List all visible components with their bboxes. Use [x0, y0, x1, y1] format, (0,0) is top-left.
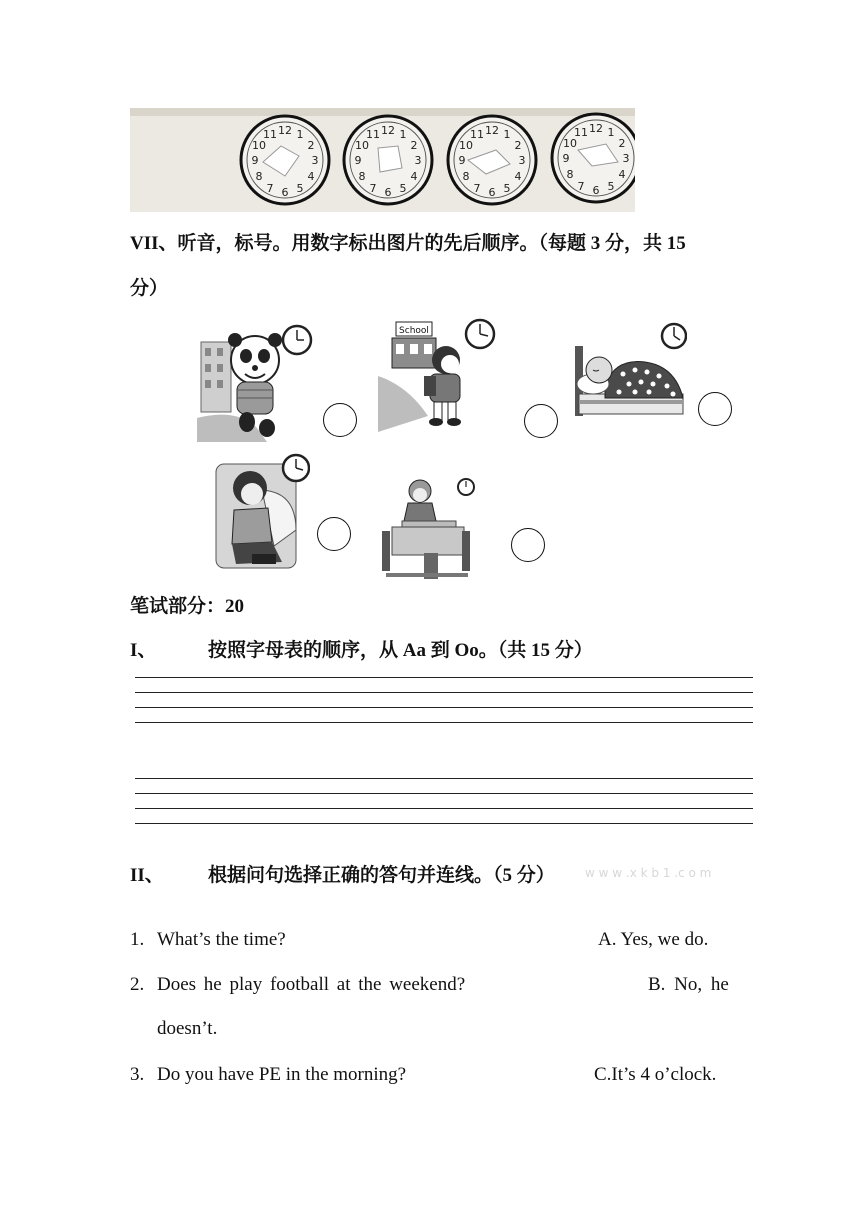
- writing-line: [135, 722, 753, 723]
- writing-line: [135, 778, 753, 779]
- svg-text:2: 2: [618, 137, 626, 150]
- answer-b[interactable]: B. No, he: [648, 974, 729, 995]
- svg-text:6: 6: [384, 186, 392, 199]
- svg-text:10: 10: [563, 137, 577, 150]
- svg-text:3: 3: [311, 154, 319, 167]
- svg-text:2: 2: [514, 139, 522, 152]
- answer-c[interactable]: C.It’s 4 o’clock.: [594, 1064, 717, 1085]
- question-3-text: Do you have PE in the morning?: [157, 1064, 407, 1085]
- svg-text:8: 8: [358, 170, 366, 183]
- svg-text:11: 11: [574, 126, 588, 139]
- svg-text:5: 5: [296, 182, 304, 195]
- svg-text:7: 7: [577, 180, 585, 193]
- svg-text:4: 4: [410, 170, 418, 183]
- svg-text:6: 6: [592, 184, 600, 197]
- svg-text:3: 3: [622, 152, 630, 165]
- answer-circle-1[interactable]: [323, 403, 357, 437]
- svg-text:11: 11: [470, 128, 484, 141]
- svg-text:12: 12: [278, 124, 292, 137]
- answer-circle-3[interactable]: [698, 392, 732, 426]
- writing-line: [135, 677, 753, 678]
- svg-text:3: 3: [414, 154, 422, 167]
- watermark-text: w w w .x k b 1 .c o m: [585, 866, 712, 880]
- section-ii-number: II、: [130, 865, 164, 886]
- answer-circle-4[interactable]: [317, 517, 351, 551]
- writing-line: [135, 823, 753, 824]
- svg-text:7: 7: [473, 182, 481, 195]
- svg-text:10: 10: [459, 139, 473, 152]
- boy-at-school-picture: [378, 316, 496, 432]
- svg-text:11: 11: [366, 128, 380, 141]
- boy-getting-up-icon: [212, 450, 310, 572]
- child-sleeping-icon: [575, 318, 687, 422]
- svg-text:4: 4: [514, 170, 522, 183]
- child-sleeping-picture: [575, 318, 687, 422]
- child-dinner-icon: [378, 473, 476, 581]
- section-i-title: 按照字母表的顺序，从 Aa 到 Oo。（共 15 分）: [208, 640, 593, 661]
- svg-text:1: 1: [296, 128, 304, 141]
- question-3-number: 3.: [130, 1064, 145, 1085]
- svg-text:1: 1: [503, 128, 511, 141]
- svg-text:9: 9: [251, 154, 259, 167]
- section-vii-title-cont: 分）: [130, 278, 169, 299]
- svg-text:4: 4: [618, 168, 626, 181]
- svg-text:12: 12: [485, 124, 499, 137]
- question-2-number: 2.: [130, 974, 145, 995]
- svg-text:8: 8: [255, 170, 263, 183]
- four-clocks-icon: [130, 108, 635, 212]
- writing-line: [135, 707, 753, 708]
- writing-line: [135, 692, 753, 693]
- svg-text:6: 6: [281, 186, 289, 199]
- svg-text:9: 9: [354, 154, 362, 167]
- writing-line: [135, 793, 753, 794]
- svg-text:5: 5: [503, 182, 511, 195]
- svg-text:5: 5: [607, 180, 615, 193]
- question-2-text: Does he play football at the weekend?: [157, 974, 466, 995]
- svg-text:9: 9: [562, 152, 570, 165]
- question-1-text: What’s the time?: [157, 929, 286, 950]
- svg-text:7: 7: [369, 182, 377, 195]
- svg-text:11: 11: [263, 128, 277, 141]
- writing-line: [135, 808, 753, 809]
- svg-text:2: 2: [307, 139, 315, 152]
- section-vii-title: VII、听音，标号。用数字标出图片的先后顺序。（每题 3 分，共 15: [130, 233, 686, 254]
- panda-walking-picture: [197, 318, 315, 442]
- svg-text:9: 9: [458, 154, 466, 167]
- answer-circle-5[interactable]: [511, 528, 545, 562]
- svg-text:12: 12: [381, 124, 395, 137]
- svg-text:10: 10: [355, 139, 369, 152]
- written-part-title: 笔试部分：20: [130, 596, 245, 617]
- section-ii-title: 根据问句选择正确的答句并连线。（5 分）: [208, 865, 555, 886]
- question-1-number: 1.: [130, 929, 145, 950]
- answer-b-continued: doesn’t.: [157, 1018, 218, 1039]
- svg-text:10: 10: [252, 139, 266, 152]
- svg-text:6: 6: [488, 186, 496, 199]
- svg-text:1: 1: [399, 128, 407, 141]
- boy-at-school-icon: [378, 316, 496, 432]
- svg-text:1: 1: [607, 126, 615, 139]
- svg-text:8: 8: [462, 170, 470, 183]
- svg-text:7: 7: [266, 182, 274, 195]
- svg-text:12: 12: [589, 122, 603, 135]
- svg-text:3: 3: [518, 154, 526, 167]
- svg-text:5: 5: [399, 182, 407, 195]
- svg-text:School: School: [399, 326, 429, 336]
- answer-a[interactable]: A. Yes, we do.: [598, 929, 709, 950]
- child-dinner-picture: [378, 473, 476, 581]
- panda-walking-icon: [197, 318, 315, 442]
- svg-text:2: 2: [410, 139, 418, 152]
- section-i-number: I、: [130, 640, 157, 661]
- svg-text:4: 4: [307, 170, 315, 183]
- clock-strip-image: [130, 108, 635, 212]
- boy-getting-up-picture: [212, 450, 310, 572]
- svg-text:8: 8: [566, 168, 574, 181]
- answer-circle-2[interactable]: [524, 404, 558, 438]
